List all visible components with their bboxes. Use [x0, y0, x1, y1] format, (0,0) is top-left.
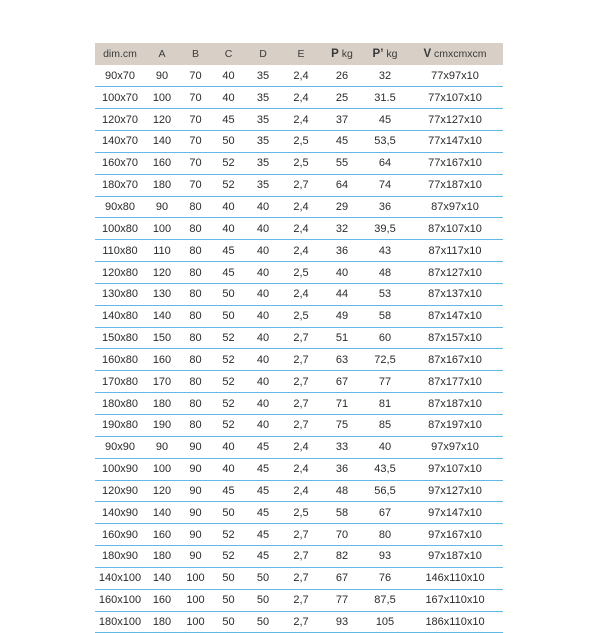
cell-dim: 190x80	[95, 415, 145, 437]
cell-p: 82	[321, 546, 363, 568]
cell-a: 100	[145, 87, 179, 109]
cell-d: 50	[245, 611, 281, 633]
cell-c: 45	[212, 480, 245, 502]
cell-v: 97x167x10	[407, 524, 503, 546]
table-row	[95, 262, 503, 284]
cell-e: 2,5	[281, 152, 321, 174]
header-p-prime-symbol: P’	[372, 48, 384, 60]
cell-b: 80	[179, 393, 212, 415]
cell-a: 120	[145, 109, 179, 131]
table-row	[95, 480, 503, 502]
cell-d: 40	[245, 196, 281, 218]
cell-e: 2,7	[281, 327, 321, 349]
cell-p-prime: 53	[363, 283, 407, 305]
cell-p-prime: 64	[363, 152, 407, 174]
cell-e: 2,4	[281, 109, 321, 131]
table-body	[95, 65, 503, 633]
cell-p: 49	[321, 305, 363, 327]
header-p-prime-unit: kg	[386, 48, 398, 60]
cell-d: 40	[245, 240, 281, 262]
cell-v: 77x167x10	[407, 152, 503, 174]
header-p	[321, 43, 363, 65]
cell-b: 90	[179, 546, 212, 568]
table-row	[95, 109, 503, 131]
cell-p: 93	[321, 611, 363, 633]
cell-e: 2,4	[281, 218, 321, 240]
cell-b: 100	[179, 589, 212, 611]
cell-a: 150	[145, 327, 179, 349]
cell-dim: 90x90	[95, 436, 145, 458]
cell-p: 51	[321, 327, 363, 349]
header-c: C	[224, 48, 233, 60]
cell-p-prime: 45	[363, 109, 407, 131]
cell-c: 52	[212, 415, 245, 437]
cell-e: 2,4	[281, 196, 321, 218]
cell-e: 2,4	[281, 87, 321, 109]
cell-v: 77x97x10	[407, 65, 503, 87]
cell-b: 70	[179, 174, 212, 196]
cell-v: 87x177x10	[407, 371, 503, 393]
cell-d: 35	[245, 174, 281, 196]
table-row	[95, 240, 503, 262]
cell-v: 87x197x10	[407, 415, 503, 437]
cell-v: 87x107x10	[407, 218, 503, 240]
cell-b: 80	[179, 283, 212, 305]
cell-d: 40	[245, 218, 281, 240]
cell-d: 35	[245, 87, 281, 109]
cell-b: 90	[179, 458, 212, 480]
cell-a: 140	[145, 567, 179, 589]
cell-a: 160	[145, 152, 179, 174]
cell-p-prime: 36	[363, 196, 407, 218]
cell-v: 97x187x10	[407, 546, 503, 568]
cell-e: 2,5	[281, 131, 321, 153]
cell-v: 87x97x10	[407, 196, 503, 218]
cell-p: 25	[321, 87, 363, 109]
cell-d: 40	[245, 371, 281, 393]
cell-dim: 140x70	[95, 131, 145, 153]
cell-p: 40	[321, 262, 363, 284]
cell-v: 146x110x10	[407, 567, 503, 589]
cell-a: 180	[145, 546, 179, 568]
cell-v: 97x147x10	[407, 502, 503, 524]
table-row	[95, 567, 503, 589]
cell-p-prime: 67	[363, 502, 407, 524]
cell-d: 45	[245, 546, 281, 568]
cell-v: 87x127x10	[407, 262, 503, 284]
cell-v: 87x157x10	[407, 327, 503, 349]
cell-dim: 110x80	[95, 240, 145, 262]
cell-p-prime: 105	[363, 611, 407, 633]
cell-e: 2,7	[281, 589, 321, 611]
table-row	[95, 436, 503, 458]
cell-v: 87x137x10	[407, 283, 503, 305]
cell-v: 87x117x10	[407, 240, 503, 262]
cell-d: 40	[245, 415, 281, 437]
cell-p: 64	[321, 174, 363, 196]
cell-b: 80	[179, 196, 212, 218]
cell-a: 140	[145, 131, 179, 153]
cell-dim: 170x80	[95, 371, 145, 393]
cell-b: 70	[179, 152, 212, 174]
cell-c: 50	[212, 502, 245, 524]
header-v-symbol: V	[423, 48, 432, 60]
table-row	[95, 524, 503, 546]
cell-e: 2,5	[281, 305, 321, 327]
cell-v: 87x187x10	[407, 393, 503, 415]
cell-v: 77x187x10	[407, 174, 503, 196]
cell-v: 77x107x10	[407, 87, 503, 109]
cell-b: 80	[179, 415, 212, 437]
cell-dim: 140x90	[95, 502, 145, 524]
cell-p: 29	[321, 196, 363, 218]
cell-d: 35	[245, 152, 281, 174]
table-row	[95, 196, 503, 218]
cell-dim: 180x70	[95, 174, 145, 196]
cell-c: 45	[212, 240, 245, 262]
cell-c: 50	[212, 305, 245, 327]
cell-c: 52	[212, 174, 245, 196]
cell-b: 100	[179, 611, 212, 633]
cell-a: 180	[145, 174, 179, 196]
cell-p: 67	[321, 567, 363, 589]
header-dim: dim.cm	[103, 48, 137, 60]
cell-v: 87x147x10	[407, 305, 503, 327]
cell-p: 55	[321, 152, 363, 174]
cell-e: 2,4	[281, 458, 321, 480]
cell-p: 32	[321, 218, 363, 240]
cell-p-prime: 40	[363, 436, 407, 458]
cell-e: 2,4	[281, 283, 321, 305]
table-row	[95, 174, 503, 196]
cell-p-prime: 48	[363, 262, 407, 284]
cell-a: 90	[145, 65, 179, 87]
table-row	[95, 393, 503, 415]
cell-p-prime: 81	[363, 393, 407, 415]
cell-v: 87x167x10	[407, 349, 503, 371]
cell-d: 50	[245, 589, 281, 611]
cell-c: 52	[212, 349, 245, 371]
cell-a: 140	[145, 502, 179, 524]
cell-p-prime: 43,5	[363, 458, 407, 480]
cell-a: 160	[145, 349, 179, 371]
cell-c: 52	[212, 152, 245, 174]
cell-p: 26	[321, 65, 363, 87]
cell-a: 110	[145, 240, 179, 262]
cell-a: 90	[145, 196, 179, 218]
table-row	[95, 349, 503, 371]
table-row	[95, 415, 503, 437]
cell-b: 80	[179, 240, 212, 262]
cell-v: 97x107x10	[407, 458, 503, 480]
cell-b: 70	[179, 65, 212, 87]
table-row	[95, 611, 503, 633]
cell-c: 52	[212, 327, 245, 349]
cell-v: 97x97x10	[407, 436, 503, 458]
cell-p: 33	[321, 436, 363, 458]
cell-d: 40	[245, 262, 281, 284]
cell-d: 40	[245, 283, 281, 305]
cell-c: 45	[212, 262, 245, 284]
dimensions-table-container	[95, 43, 503, 633]
cell-c: 52	[212, 393, 245, 415]
cell-e: 2,7	[281, 393, 321, 415]
cell-dim: 150x80	[95, 327, 145, 349]
header-p-prime	[363, 43, 407, 65]
header-e: E	[297, 48, 305, 60]
cell-dim: 90x70	[95, 65, 145, 87]
header-v-unit: cmxcmxcm	[434, 48, 487, 60]
cell-a: 160	[145, 589, 179, 611]
cell-d: 45	[245, 502, 281, 524]
cell-p-prime: 77	[363, 371, 407, 393]
cell-c: 40	[212, 65, 245, 87]
cell-dim: 160x80	[95, 349, 145, 371]
cell-d: 35	[245, 131, 281, 153]
header-d: D	[259, 48, 267, 60]
header-p-unit: kg	[341, 48, 353, 60]
cell-p: 75	[321, 415, 363, 437]
cell-p-prime: 72,5	[363, 349, 407, 371]
cell-p-prime: 87,5	[363, 589, 407, 611]
cell-e: 2,7	[281, 371, 321, 393]
cell-p: 36	[321, 458, 363, 480]
cell-p: 45	[321, 131, 363, 153]
cell-p-prime: 74	[363, 174, 407, 196]
table-row	[95, 218, 503, 240]
table-row	[95, 305, 503, 327]
cell-d: 40	[245, 327, 281, 349]
cell-e: 2,4	[281, 436, 321, 458]
cell-a: 180	[145, 611, 179, 633]
cell-dim: 120x80	[95, 262, 145, 284]
cell-b: 70	[179, 109, 212, 131]
cell-p-prime: 76	[363, 567, 407, 589]
cell-d: 40	[245, 393, 281, 415]
cell-e: 2,7	[281, 567, 321, 589]
table-row	[95, 589, 503, 611]
cell-dim: 120x70	[95, 109, 145, 131]
cell-dim: 160x70	[95, 152, 145, 174]
table-row	[95, 131, 503, 153]
cell-dim: 160x100	[95, 589, 145, 611]
cell-p-prime: 53,5	[363, 131, 407, 153]
cell-v: 186x110x10	[407, 611, 503, 633]
cell-b: 70	[179, 87, 212, 109]
cell-p-prime: 85	[363, 415, 407, 437]
cell-e: 2,7	[281, 415, 321, 437]
cell-p-prime: 31.5	[363, 87, 407, 109]
cell-p-prime: 39,5	[363, 218, 407, 240]
cell-c: 50	[212, 589, 245, 611]
cell-v: 77x127x10	[407, 109, 503, 131]
cell-dim: 90x80	[95, 196, 145, 218]
cell-e: 2,4	[281, 240, 321, 262]
cell-e: 2,7	[281, 611, 321, 633]
cell-e: 2,4	[281, 480, 321, 502]
cell-dim: 120x90	[95, 480, 145, 502]
cell-p-prime: 60	[363, 327, 407, 349]
cell-dim: 140x100	[95, 567, 145, 589]
header-v	[407, 43, 503, 65]
cell-a: 120	[145, 262, 179, 284]
cell-d: 40	[245, 305, 281, 327]
table-row	[95, 87, 503, 109]
cell-dim: 100x70	[95, 87, 145, 109]
cell-p-prime: 93	[363, 546, 407, 568]
cell-d: 45	[245, 458, 281, 480]
header-b: B	[191, 48, 199, 60]
cell-c: 52	[212, 524, 245, 546]
cell-e: 2,7	[281, 546, 321, 568]
cell-p: 70	[321, 524, 363, 546]
cell-b: 80	[179, 218, 212, 240]
cell-a: 190	[145, 415, 179, 437]
cell-b: 90	[179, 436, 212, 458]
cell-p: 67	[321, 371, 363, 393]
cell-dim: 130x80	[95, 283, 145, 305]
cell-c: 50	[212, 611, 245, 633]
cell-dim: 140x80	[95, 305, 145, 327]
cell-a: 170	[145, 371, 179, 393]
cell-b: 100	[179, 567, 212, 589]
cell-c: 40	[212, 458, 245, 480]
table-row	[95, 327, 503, 349]
cell-e: 2,7	[281, 349, 321, 371]
cell-v: 167x110x10	[407, 589, 503, 611]
cell-a: 140	[145, 305, 179, 327]
cell-a: 180	[145, 393, 179, 415]
cell-v: 97x127x10	[407, 480, 503, 502]
cell-a: 100	[145, 458, 179, 480]
cell-b: 90	[179, 524, 212, 546]
cell-p: 44	[321, 283, 363, 305]
cell-e: 2,7	[281, 174, 321, 196]
cell-p: 63	[321, 349, 363, 371]
table-row	[95, 546, 503, 568]
cell-d: 45	[245, 524, 281, 546]
table-row	[95, 152, 503, 174]
header-a: A	[158, 48, 166, 60]
cell-d: 50	[245, 567, 281, 589]
cell-c: 40	[212, 196, 245, 218]
cell-dim: 100x80	[95, 218, 145, 240]
cell-c: 50	[212, 131, 245, 153]
table-row	[95, 458, 503, 480]
cell-e: 2,5	[281, 502, 321, 524]
cell-a: 90	[145, 436, 179, 458]
cell-c: 52	[212, 546, 245, 568]
cell-d: 45	[245, 480, 281, 502]
cell-p: 71	[321, 393, 363, 415]
cell-p-prime: 32	[363, 65, 407, 87]
cell-b: 80	[179, 262, 212, 284]
cell-c: 40	[212, 218, 245, 240]
header-p-symbol: P	[331, 48, 339, 60]
cell-p-prime: 56,5	[363, 480, 407, 502]
cell-p-prime: 80	[363, 524, 407, 546]
cell-p: 48	[321, 480, 363, 502]
cell-a: 100	[145, 218, 179, 240]
cell-b: 80	[179, 327, 212, 349]
cell-p: 58	[321, 502, 363, 524]
cell-p: 37	[321, 109, 363, 131]
table-row	[95, 371, 503, 393]
table-row	[95, 65, 503, 87]
cell-e: 2,7	[281, 524, 321, 546]
cell-dim: 180x100	[95, 611, 145, 633]
cell-c: 50	[212, 283, 245, 305]
cell-e: 2,5	[281, 262, 321, 284]
cell-p: 77	[321, 589, 363, 611]
cell-a: 130	[145, 283, 179, 305]
cell-c: 45	[212, 109, 245, 131]
cell-e: 2,4	[281, 65, 321, 87]
table-row	[95, 502, 503, 524]
cell-a: 120	[145, 480, 179, 502]
cell-c: 40	[212, 87, 245, 109]
cell-dim: 160x90	[95, 524, 145, 546]
cell-d: 45	[245, 436, 281, 458]
cell-a: 160	[145, 524, 179, 546]
cell-c: 50	[212, 567, 245, 589]
cell-b: 80	[179, 305, 212, 327]
table-row	[95, 283, 503, 305]
cell-b: 70	[179, 131, 212, 153]
cell-p-prime: 58	[363, 305, 407, 327]
cell-d: 35	[245, 65, 281, 87]
cell-d: 40	[245, 349, 281, 371]
cell-c: 40	[212, 436, 245, 458]
cell-c: 52	[212, 371, 245, 393]
cell-dim: 180x80	[95, 393, 145, 415]
cell-b: 90	[179, 502, 212, 524]
table-header-row	[95, 43, 503, 65]
cell-b: 80	[179, 371, 212, 393]
cell-p: 36	[321, 240, 363, 262]
cell-p-prime: 43	[363, 240, 407, 262]
cell-dim: 100x90	[95, 458, 145, 480]
cell-b: 80	[179, 349, 212, 371]
cell-dim: 180x90	[95, 546, 145, 568]
cell-d: 35	[245, 109, 281, 131]
dimensions-table	[95, 43, 503, 633]
cell-v: 77x147x10	[407, 131, 503, 153]
cell-b: 90	[179, 480, 212, 502]
